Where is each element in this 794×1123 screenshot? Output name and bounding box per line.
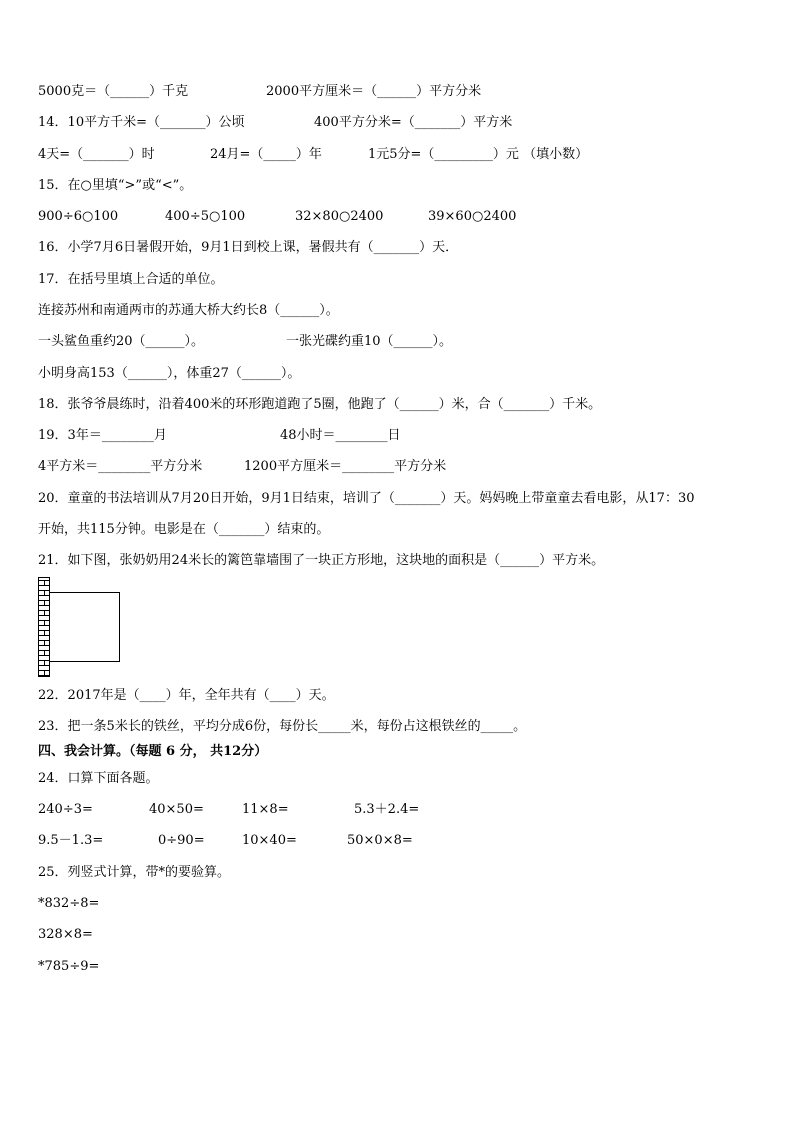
q14-part4: 24月=（_____）年 <box>210 147 322 162</box>
q18-text: 18．张爷爷晨练时，沿着400米的环形跑道跑了5圈，他跑了（______）米，合（_______）千米。 <box>38 397 602 412</box>
q25-heading: 25．列竖式计算，带*的要验算。 <box>38 865 231 880</box>
q23-text: 23．把一条5米长的铁丝，平均分成6份，每份长_____米，每份占这根铁丝的_____。 <box>38 719 527 734</box>
q15-item4: 39×60○2400 <box>428 209 517 224</box>
brick-wall-figure <box>38 577 50 677</box>
q14-part1: 14．10平方千米=（_______）公顷 <box>38 115 245 130</box>
line-mass-convert: 5000克＝（______）千克 <box>38 84 189 99</box>
q17-item3: 一张光碟约重10（______）。 <box>286 334 453 349</box>
q17-item1: 连接苏州和南通两市的苏通大桥大约长8（______）。 <box>38 303 339 318</box>
q19-part1: 19．3年＝________月 <box>38 428 167 443</box>
line-area-convert: 2000平方厘米＝（______）平方分米 <box>266 84 482 99</box>
q22-text: 22．2017年是（____）年，全年共有（____）天。 <box>38 688 335 703</box>
q19-part4: 1200平方厘米＝________平方分米 <box>244 459 447 474</box>
q19-part3: 4平方米＝________平方分米 <box>38 459 203 474</box>
q14-part2: 400平方分米=（_______）平方米 <box>314 115 513 130</box>
q15-heading: 15．在○里填“>”或“<”。 <box>38 178 193 193</box>
q25-item2: 328×8= <box>38 927 93 942</box>
fenced-square-figure <box>50 592 120 662</box>
q16-text: 16．小学7月6日暑假开始，9月1日到校上课，暑假共有（_______）天． <box>38 240 459 255</box>
q17-item2: 一头鲨鱼重约20（______）。 <box>38 334 205 349</box>
q24-item5: 9.5－1.3= <box>38 833 104 848</box>
q24-heading: 24．口算下面各题。 <box>38 771 159 786</box>
q17-item4: 小明身高153（______），体重27（______）。 <box>38 366 301 381</box>
q24-item7: 10×40= <box>242 833 297 848</box>
q24-item3: 11×8= <box>242 802 289 817</box>
q14-part5: 1元5分=（_________）元 （填小数） <box>368 147 589 162</box>
q15-item3: 32×80○2400 <box>295 209 384 224</box>
q15-item1: 900÷6○100 <box>38 209 119 224</box>
q24-item4: 5.3＋2.4= <box>354 802 420 817</box>
q15-item2: 400÷5○100 <box>165 209 246 224</box>
q14-part3: 4天=（_______）时 <box>38 147 155 162</box>
q17-heading: 17．在括号里填上合适的单位。 <box>38 272 224 287</box>
q25-item3: *785÷9= <box>38 959 100 974</box>
q20-line1: 20．童童的书法培训从7月20日开始，9月1日结束，培训了（_______）天。妈妈晚上带童童去看电影，从17：30 <box>38 491 695 506</box>
q20-line2: 开始，共115分钟。电影是在（_______）结束的。 <box>38 522 330 537</box>
section-4-heading: 四、我会计算。（每题 6 分， 共12分） <box>38 744 268 759</box>
q24-item6: 0÷90= <box>158 833 205 848</box>
q24-item8: 50×0×8= <box>347 833 413 848</box>
q25-item1: *832÷8= <box>38 896 100 911</box>
q21-text: 21．如下图，张奶奶用24米长的篱笆靠墙围了一块正方形地，这块地的面积是（______）平方米。 <box>38 553 605 568</box>
q24-item1: 240÷3= <box>38 802 93 817</box>
q24-item2: 40×50= <box>149 802 204 817</box>
q19-part2: 48小时＝________日 <box>280 428 401 443</box>
